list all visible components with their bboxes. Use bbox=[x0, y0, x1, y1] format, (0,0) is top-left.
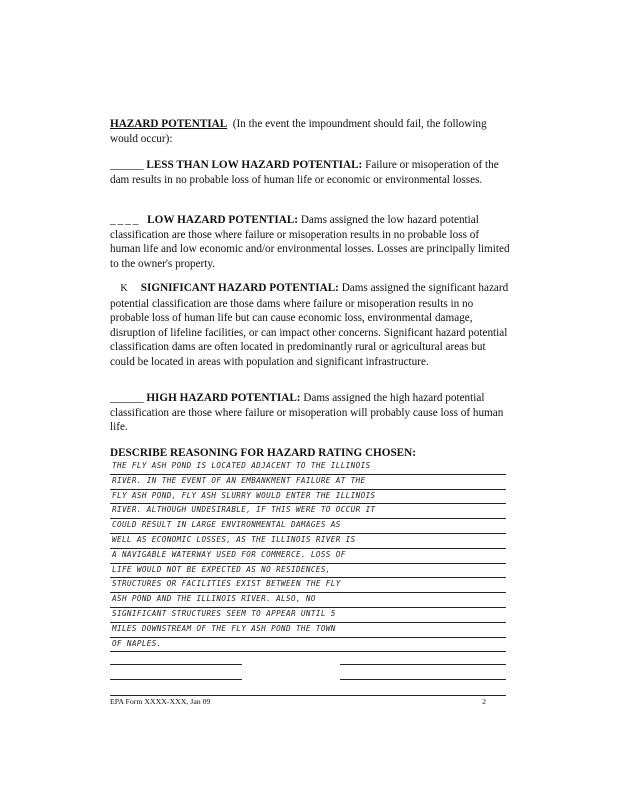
option-text: Failure or misoperation of the dam results in no probable loss of human life or economic or environmental losses. bbox=[110, 159, 499, 186]
handwritten-line: RIVER. ALTHOUGH UNDESIRABLE, IF THIS WERE TO OCCUR IT bbox=[110, 504, 506, 519]
form-number: EPA Form XXXX-XXX, Jan 09 bbox=[110, 697, 211, 706]
handwritten-line: A NAVIGABLE WATERWAY USED FOR COMMERCE. LOSS OF bbox=[110, 549, 506, 564]
handwritten-line: WELL AS ECONOMIC LOSSES, AS THE ILLINOIS RIVER IS bbox=[110, 534, 506, 549]
blank-line bbox=[110, 668, 506, 684]
page-footer bbox=[110, 697, 486, 706]
option-title: LOW HAZARD POTENTIAL: bbox=[147, 214, 299, 226]
handwritten-line: STRUCTURES OR FACILITIES EXIST BETWEEN THE FLY bbox=[110, 578, 506, 593]
handwritten-line: MILES DOWNSTREAM OF THE FLY ASH POND THE TOWN bbox=[110, 623, 506, 638]
option-title: LESS THAN LOW HAZARD POTENTIAL: bbox=[146, 159, 363, 171]
option-marker: ______ bbox=[110, 392, 144, 404]
option-high bbox=[110, 391, 510, 435]
hazard-potential-section bbox=[110, 117, 510, 146]
reasoning-heading-wrap bbox=[110, 446, 510, 461]
handwritten-line: RIVER. IN THE EVENT OF AN EMBANKMENT FAILURE AT THE bbox=[110, 475, 506, 490]
reasoning-heading: DESCRIBE REASONING FOR HAZARD RATING CHOSEN: bbox=[110, 447, 416, 459]
option-text: Dams assigned the significant hazard potential classification are those dams where failure or misoperation results in no probable loss of human life but can cause economic loss, environmental damage, disruption of lifeline facilities, or can impact other concerns. Significant hazard potential classification dams are often located in predominantly rural or agricultural areas but could be located in areas with population and significant infrastructure. bbox=[110, 282, 509, 368]
option-marker: ______ bbox=[110, 159, 144, 171]
option-less-than-low bbox=[110, 158, 510, 187]
option-marker-checked: K bbox=[120, 283, 128, 294]
option-title: HIGH HAZARD POTENTIAL: bbox=[146, 392, 301, 404]
option-text: Dams assigned the high hazard potential classification are those where failure or misoperation will probably cause loss of human life. bbox=[110, 392, 504, 434]
handwritten-line: FLY ASH POND, FLY ASH SLURRY WOULD ENTER THE ILLINOIS bbox=[110, 490, 506, 505]
handwritten-line: OF NAPLES. bbox=[110, 638, 506, 653]
reasoning-handwritten-area bbox=[110, 460, 506, 699]
handwritten-line: ASH POND AND THE ILLINOIS RIVER. ALSO, NO bbox=[110, 593, 506, 608]
handwritten-line: SIGNIFICANT STRUCTURES SEEM TO APPEAR UNTIL 5 bbox=[110, 608, 506, 623]
hazard-potential-intro: (In the event the impoundment should fail, the following would occur): bbox=[110, 118, 487, 145]
handwritten-line: COULD RESULT IN LARGE ENVIRONMENTAL DAMAGES AS bbox=[110, 519, 506, 534]
option-title: SIGNIFICANT HAZARD POTENTIAL: bbox=[140, 282, 339, 294]
hazard-potential-heading: HAZARD POTENTIAL bbox=[110, 118, 228, 130]
handwritten-line: LIFE WOULD NOT BE EXPECTED AS NO RESIDENCES, bbox=[110, 564, 506, 579]
option-low bbox=[110, 213, 510, 271]
handwritten-line: THE FLY ASH POND IS LOCATED ADJACENT TO THE ILLINOIS bbox=[110, 460, 506, 475]
option-text: Dams assigned the low hazard potential classification are those where failure or misoperation results in no probable loss of human life and low economic and/or environmental losses. Losses are principally limited to the owner's property. bbox=[110, 214, 510, 270]
option-marker: ____ bbox=[110, 214, 141, 226]
page-number: 2 bbox=[482, 697, 486, 706]
option-significant bbox=[110, 281, 510, 370]
blank-line bbox=[110, 652, 506, 668]
